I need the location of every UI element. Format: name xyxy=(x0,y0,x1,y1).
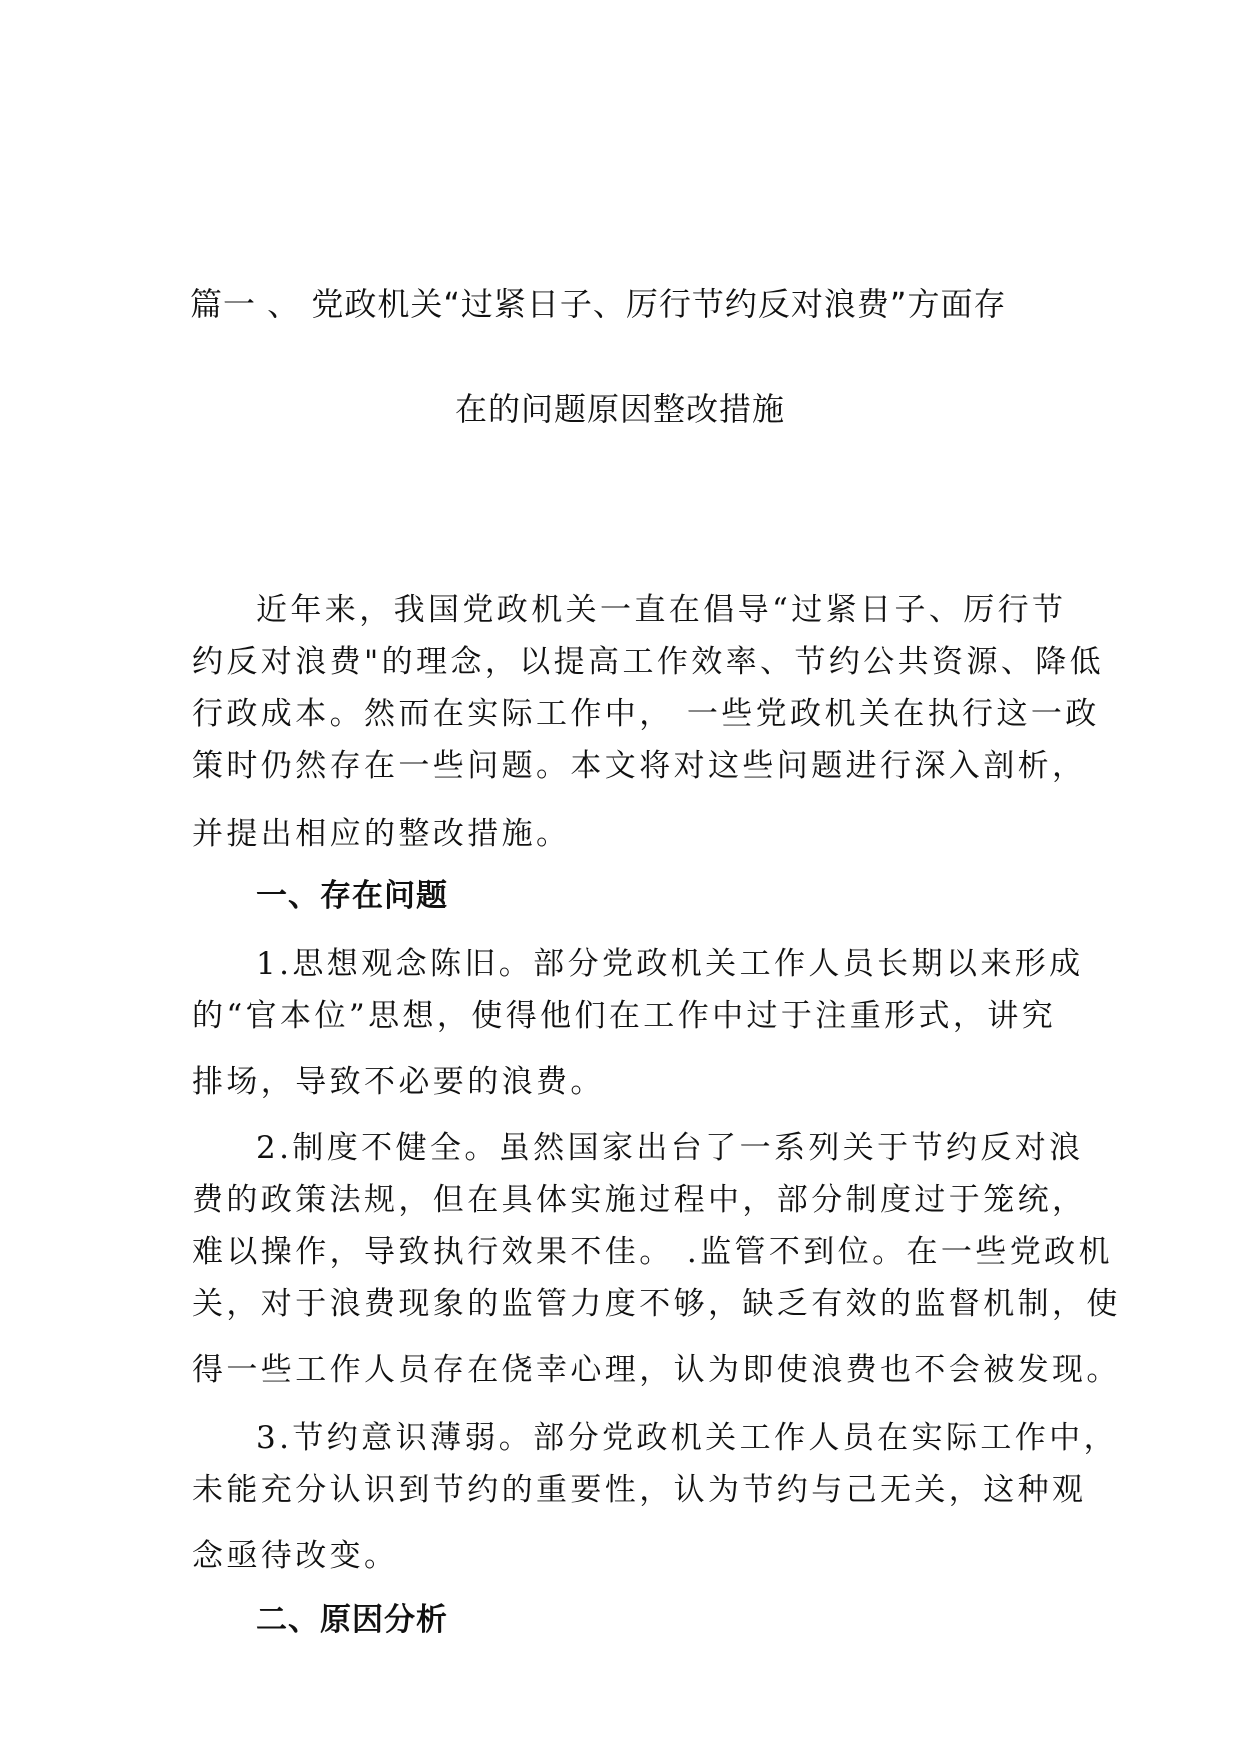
intro-paragraph-line: 行政成本。然而在实际工作中， 一些党政机关在执行这一政 xyxy=(192,696,1100,732)
problem-item-2-line: 得一些工作人员存在侥幸心理，认为即使浪费也不会被发现。 xyxy=(192,1352,1121,1388)
intro-paragraph-line: 策时仍然存在一些问题。本文将对这些问题进行深入剖析， xyxy=(192,748,1087,784)
intro-paragraph-line: 约反对浪费"的理念，以提高工作效率、节约公共资源、降低 xyxy=(192,644,1105,680)
problem-item-2-line: 难以操作，导致执行效果不佳。 .监管不到位。在一些党政机 xyxy=(192,1234,1113,1270)
intro-paragraph-line: 近年来，我国党政机关一直在倡导“过紧日子、厉行节 xyxy=(256,592,1067,628)
problem-item-2-line: 关，对于浪费现象的监管力度不够，缺乏有效的监督机制，使 xyxy=(192,1286,1121,1322)
problem-item-1-line: 1.思想观念陈旧。部分党政机关工作人员长期以来形成 xyxy=(256,946,1084,982)
intro-paragraph-line: 并提出相应的整改措施。 xyxy=(192,816,571,852)
problem-item-3-line: 未能充分认识到节约的重要性，认为节约与己无关，这种观 xyxy=(192,1472,1087,1508)
section-heading-causes: 二、原因分析 xyxy=(256,1602,448,1638)
document-title-line-2: 在的问题原因整改措施 xyxy=(454,390,785,428)
problem-item-2-line: 2.制度不健全。虽然国家出台了一系列关于节约反对浪 xyxy=(256,1130,1084,1166)
problem-item-3-line: 3.节约意识薄弱。部分党政机关工作人员在实际工作中， xyxy=(256,1420,1118,1456)
problem-item-1-line: 的“官本位”思想，使得他们在工作中过于注重形式，讲究 xyxy=(192,998,1057,1034)
document-title-line-1: 篇一 、 党政机关“过紧日子、厉行节约反对浪费”方面存 xyxy=(190,285,1007,323)
problem-item-1-line: 排场，导致不必要的浪费。 xyxy=(192,1064,605,1100)
problem-item-2-line: 费的政策法规，但在具体实施过程中，部分制度过于笼统， xyxy=(192,1182,1087,1218)
section-heading-problems: 一、存在问题 xyxy=(256,878,448,914)
problem-item-3-line: 念亟待改变。 xyxy=(192,1538,399,1574)
